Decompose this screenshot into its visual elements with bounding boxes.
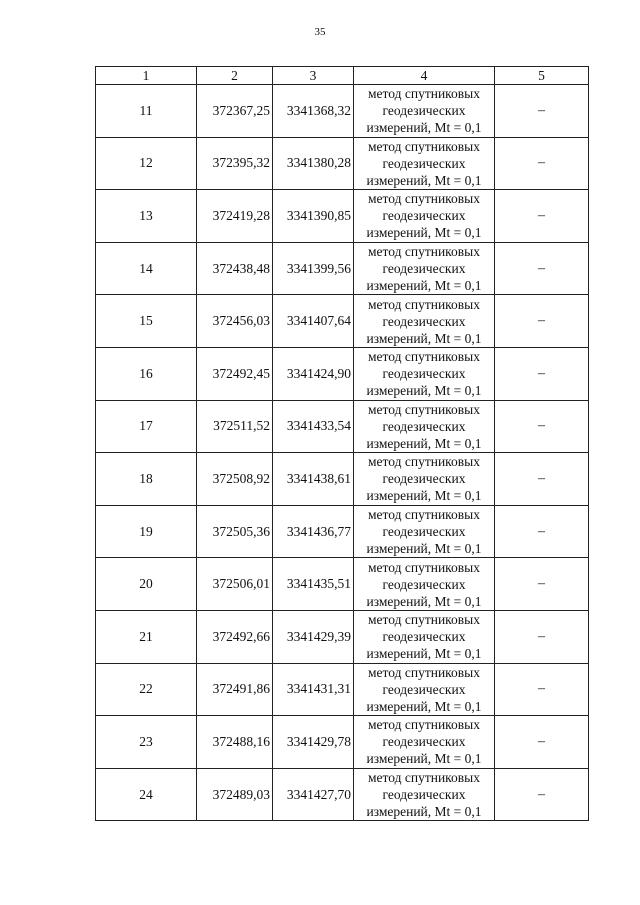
table-header bbox=[96, 67, 589, 85]
note-cell: – bbox=[495, 768, 589, 821]
point-number-cell: 11 bbox=[96, 85, 197, 138]
x-coordinate-cell: 372508,92 bbox=[197, 453, 273, 506]
x-coordinate-cell: 372419,28 bbox=[197, 190, 273, 243]
point-number-cell: 15 bbox=[96, 295, 197, 348]
note-cell: – bbox=[495, 85, 589, 138]
y-coordinate-cell: 3341399,56 bbox=[273, 242, 354, 295]
method-line: геодезических bbox=[382, 787, 466, 803]
x-coordinate-cell: 372492,45 bbox=[197, 347, 273, 400]
method-line: измерений, Mt = 0,1 bbox=[366, 330, 482, 346]
header-col-4: 4 bbox=[354, 67, 495, 85]
method-line: метод спутниковых bbox=[368, 138, 480, 154]
table-row bbox=[96, 242, 589, 295]
method-line: геодезических bbox=[382, 681, 466, 697]
header-col-3: 3 bbox=[273, 67, 354, 85]
point-number-cell: 24 bbox=[96, 768, 197, 821]
y-coordinate-cell: 3341438,61 bbox=[273, 453, 354, 506]
method-line: измерений, Mt = 0,1 bbox=[366, 488, 482, 504]
method-line: метод спутниковых bbox=[368, 717, 480, 733]
x-coordinate-cell: 372505,36 bbox=[197, 505, 273, 558]
method-line: измерений, Mt = 0,1 bbox=[366, 278, 482, 294]
method-line: геодезических bbox=[382, 155, 466, 171]
x-coordinate-cell: 372367,25 bbox=[197, 85, 273, 138]
method-cell bbox=[354, 347, 495, 400]
method-line: измерений, Mt = 0,1 bbox=[366, 120, 482, 136]
method-line: метод спутниковых bbox=[368, 664, 480, 680]
y-coordinate-cell: 3341368,32 bbox=[273, 85, 354, 138]
table-row bbox=[96, 663, 589, 716]
x-coordinate-cell: 372456,03 bbox=[197, 295, 273, 348]
method-line: метод спутниковых bbox=[368, 770, 480, 786]
note-cell: – bbox=[495, 716, 589, 769]
y-coordinate-cell: 3341424,90 bbox=[273, 347, 354, 400]
method-line: метод спутниковых bbox=[368, 296, 480, 312]
method-line: метод спутниковых bbox=[368, 401, 480, 417]
method-cell bbox=[354, 716, 495, 769]
method-line: геодезических bbox=[382, 366, 466, 382]
method-line: измерений, Mt = 0,1 bbox=[366, 435, 482, 451]
table-row bbox=[96, 453, 589, 506]
table-row bbox=[96, 610, 589, 663]
point-number-cell: 13 bbox=[96, 190, 197, 243]
header-col-1: 1 bbox=[96, 67, 197, 85]
method-line: измерений, Mt = 0,1 bbox=[366, 646, 482, 662]
method-line: геодезических bbox=[382, 576, 466, 592]
point-number-cell: 16 bbox=[96, 347, 197, 400]
method-cell bbox=[354, 610, 495, 663]
header-col-5: 5 bbox=[495, 67, 589, 85]
method-cell bbox=[354, 558, 495, 611]
method-line: измерений, Mt = 0,1 bbox=[366, 383, 482, 399]
method-line: метод спутниковых bbox=[368, 86, 480, 102]
point-number-cell: 17 bbox=[96, 400, 197, 453]
method-cell bbox=[354, 505, 495, 558]
note-cell: – bbox=[495, 295, 589, 348]
y-coordinate-cell: 3341433,54 bbox=[273, 400, 354, 453]
table-row bbox=[96, 190, 589, 243]
note-cell: – bbox=[495, 242, 589, 295]
table-row bbox=[96, 558, 589, 611]
method-line: измерений, Mt = 0,1 bbox=[366, 751, 482, 767]
method-line: метод спутниковых bbox=[368, 244, 480, 260]
table-row bbox=[96, 505, 589, 558]
header-col-2: 2 bbox=[197, 67, 273, 85]
note-cell: – bbox=[495, 663, 589, 716]
method-line: измерений, Mt = 0,1 bbox=[366, 804, 482, 820]
point-number-cell: 20 bbox=[96, 558, 197, 611]
method-line: геодезических bbox=[382, 261, 466, 277]
method-line: измерений, Mt = 0,1 bbox=[366, 172, 482, 188]
point-number-cell: 21 bbox=[96, 610, 197, 663]
note-cell: – bbox=[495, 558, 589, 611]
method-line: геодезических bbox=[382, 418, 466, 434]
method-cell bbox=[354, 295, 495, 348]
table-row bbox=[96, 85, 589, 138]
point-number-cell: 22 bbox=[96, 663, 197, 716]
point-number-cell: 23 bbox=[96, 716, 197, 769]
y-coordinate-cell: 3341427,70 bbox=[273, 768, 354, 821]
y-coordinate-cell: 3341436,77 bbox=[273, 505, 354, 558]
method-line: метод спутниковых bbox=[368, 559, 480, 575]
x-coordinate-cell: 372438,48 bbox=[197, 242, 273, 295]
y-coordinate-cell: 3341429,78 bbox=[273, 716, 354, 769]
y-coordinate-cell: 3341407,64 bbox=[273, 295, 354, 348]
page-number: 35 bbox=[314, 26, 326, 38]
point-number-cell: 14 bbox=[96, 242, 197, 295]
note-cell: – bbox=[495, 190, 589, 243]
method-line: геодезических bbox=[382, 734, 466, 750]
x-coordinate-cell: 372488,16 bbox=[197, 716, 273, 769]
y-coordinate-cell: 3341429,39 bbox=[273, 610, 354, 663]
point-number-cell: 12 bbox=[96, 137, 197, 190]
method-cell bbox=[354, 190, 495, 243]
method-line: геодезических bbox=[382, 208, 466, 224]
method-cell bbox=[354, 768, 495, 821]
method-line: геодезических bbox=[382, 524, 466, 540]
table-row bbox=[96, 400, 589, 453]
method-cell bbox=[354, 85, 495, 138]
note-cell: – bbox=[495, 610, 589, 663]
x-coordinate-cell: 372395,32 bbox=[197, 137, 273, 190]
method-line: измерений, Mt = 0,1 bbox=[366, 698, 482, 714]
method-line: измерений, Mt = 0,1 bbox=[366, 225, 482, 241]
x-coordinate-cell: 372492,66 bbox=[197, 610, 273, 663]
y-coordinate-cell: 3341390,85 bbox=[273, 190, 354, 243]
method-cell bbox=[354, 400, 495, 453]
method-line: геодезических bbox=[382, 629, 466, 645]
method-line: геодезических bbox=[382, 471, 466, 487]
method-line: метод спутниковых bbox=[368, 349, 480, 365]
table-row bbox=[96, 295, 589, 348]
table-body bbox=[96, 85, 589, 821]
method-line: геодезических bbox=[382, 103, 466, 119]
y-coordinate-cell: 3341431,31 bbox=[273, 663, 354, 716]
method-cell bbox=[354, 242, 495, 295]
point-number-cell: 19 bbox=[96, 505, 197, 558]
method-cell bbox=[354, 453, 495, 506]
method-line: геодезических bbox=[382, 313, 466, 329]
point-number-cell: 18 bbox=[96, 453, 197, 506]
y-coordinate-cell: 3341380,28 bbox=[273, 137, 354, 190]
y-coordinate-cell: 3341435,51 bbox=[273, 558, 354, 611]
table-row bbox=[96, 716, 589, 769]
note-cell: – bbox=[495, 505, 589, 558]
note-cell: – bbox=[495, 137, 589, 190]
x-coordinate-cell: 372511,52 bbox=[197, 400, 273, 453]
x-coordinate-cell: 372489,03 bbox=[197, 768, 273, 821]
table-row bbox=[96, 768, 589, 821]
method-cell bbox=[354, 663, 495, 716]
table-row bbox=[96, 347, 589, 400]
method-line: измерений, Mt = 0,1 bbox=[366, 541, 482, 557]
note-cell: – bbox=[495, 347, 589, 400]
header-row bbox=[96, 67, 589, 85]
method-cell bbox=[354, 137, 495, 190]
method-line: метод спутниковых bbox=[368, 612, 480, 628]
method-line: метод спутниковых bbox=[368, 454, 480, 470]
x-coordinate-cell: 372491,86 bbox=[197, 663, 273, 716]
x-coordinate-cell: 372506,01 bbox=[197, 558, 273, 611]
note-cell: – bbox=[495, 400, 589, 453]
method-line: метод спутниковых bbox=[368, 507, 480, 523]
coordinates-table bbox=[95, 66, 589, 821]
table-row bbox=[96, 137, 589, 190]
note-cell: – bbox=[495, 453, 589, 506]
method-line: измерений, Mt = 0,1 bbox=[366, 593, 482, 609]
method-line: метод спутниковых bbox=[368, 191, 480, 207]
